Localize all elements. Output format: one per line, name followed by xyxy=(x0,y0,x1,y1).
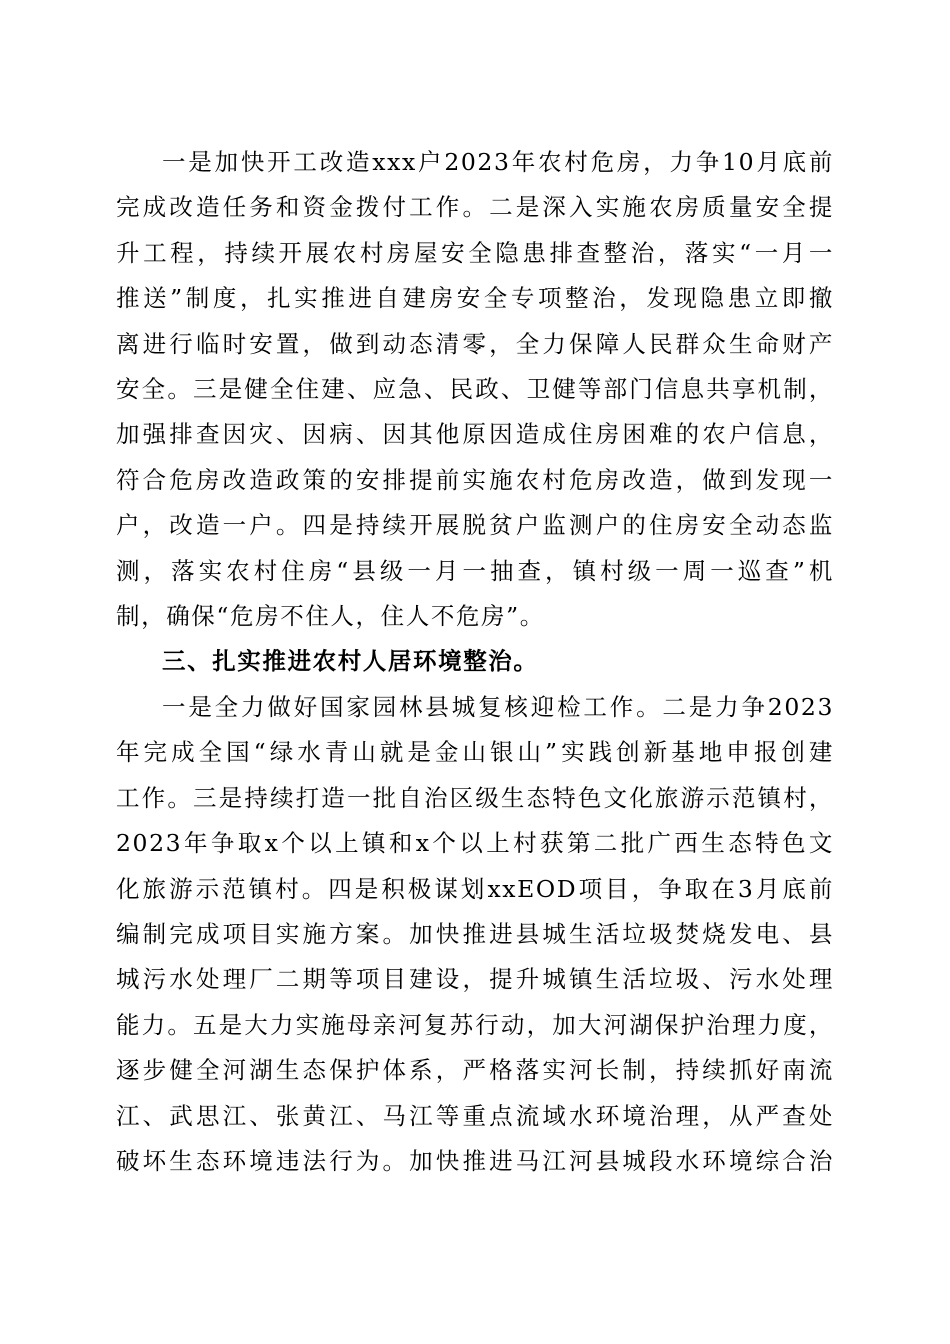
section-heading: 三、扎实推进农村人居环境整治。 xyxy=(162,647,539,676)
paragraph-line: 加强排查因灾、因病、因其他原因造成住房困难的农户信息， xyxy=(116,420,834,449)
paragraph-line: 工作。三是持续打造一批自治区级生态特色文化旅游示范镇村， xyxy=(116,783,834,812)
paragraph-line: 推送”制度，扎实推进自建房安全专项整治，发现隐患立即撤 xyxy=(116,284,834,313)
paragraph-line: 制，确保“危房不住人，住人不危房”。 xyxy=(116,602,545,631)
paragraph-line: 户，改造一户。四是持续开展脱贫户监测户的住房安全动态监 xyxy=(116,511,834,540)
paragraph-line: 破坏生态环境违法行为。加快推进马江河县城段水环境综合治 xyxy=(116,1146,834,1175)
document-body xyxy=(116,140,834,1184)
paragraph-line: 江、武思江、张黄江、马江等重点流域水环境治理，从严查处 xyxy=(116,1101,834,1130)
paragraph-line: 安全。三是健全住建、应急、民政、卫健等部门信息共享机制， xyxy=(116,375,834,404)
paragraph-line: 符合危房改造政策的安排提前实施农村危房改造，做到发现一 xyxy=(116,465,834,494)
paragraph-line: 年完成全国“绿水青山就是金山银山”实践创新基地申报创建 xyxy=(116,738,834,767)
paragraph-line: 离进行临时安置，做到动态清零，全力保障人民群众生命财产 xyxy=(116,329,834,358)
paragraph-line: 编制完成项目实施方案。加快推进县城生活垃圾焚烧发电、县 xyxy=(116,919,834,948)
paragraph-line: 2023年争取x个以上镇和x个以上村获第二批广西生态特色文 xyxy=(116,829,834,858)
paragraph-line: 测，落实农村住房“县级一月一抽查，镇村级一周一巡查”机 xyxy=(116,556,834,585)
paragraph-rural-housing xyxy=(116,140,834,639)
paragraph-line: 一是加快开工改造xxx户2023年农村危房，力争10月底前 xyxy=(162,148,834,176)
paragraph-line: 化旅游示范镇村。四是积极谋划xxEOD项目，争取在3月底前 xyxy=(116,874,834,903)
paragraph-line: 完成改造任务和资金拨付工作。二是深入实施农房质量安全提 xyxy=(116,193,834,222)
paragraph-line: 升工程，持续开展农村房屋安全隐患排查整治，落实“一月一 xyxy=(116,238,834,267)
paragraph-line: 一是全力做好国家园林县城复核迎检工作。二是力争2023 xyxy=(162,692,834,721)
paragraph-line: 能力。五是大力实施母亲河复苏行动，加大河湖保护治理力度， xyxy=(116,1010,834,1039)
paragraph-line: 城污水处理厂二期等项目建设，提升城镇生活垃圾、污水处理 xyxy=(116,965,834,994)
paragraph-environment xyxy=(116,685,834,1184)
paragraph-line: 逐步健全河湖生态保护体系，严格落实河长制，持续抓好南流 xyxy=(116,1056,834,1085)
